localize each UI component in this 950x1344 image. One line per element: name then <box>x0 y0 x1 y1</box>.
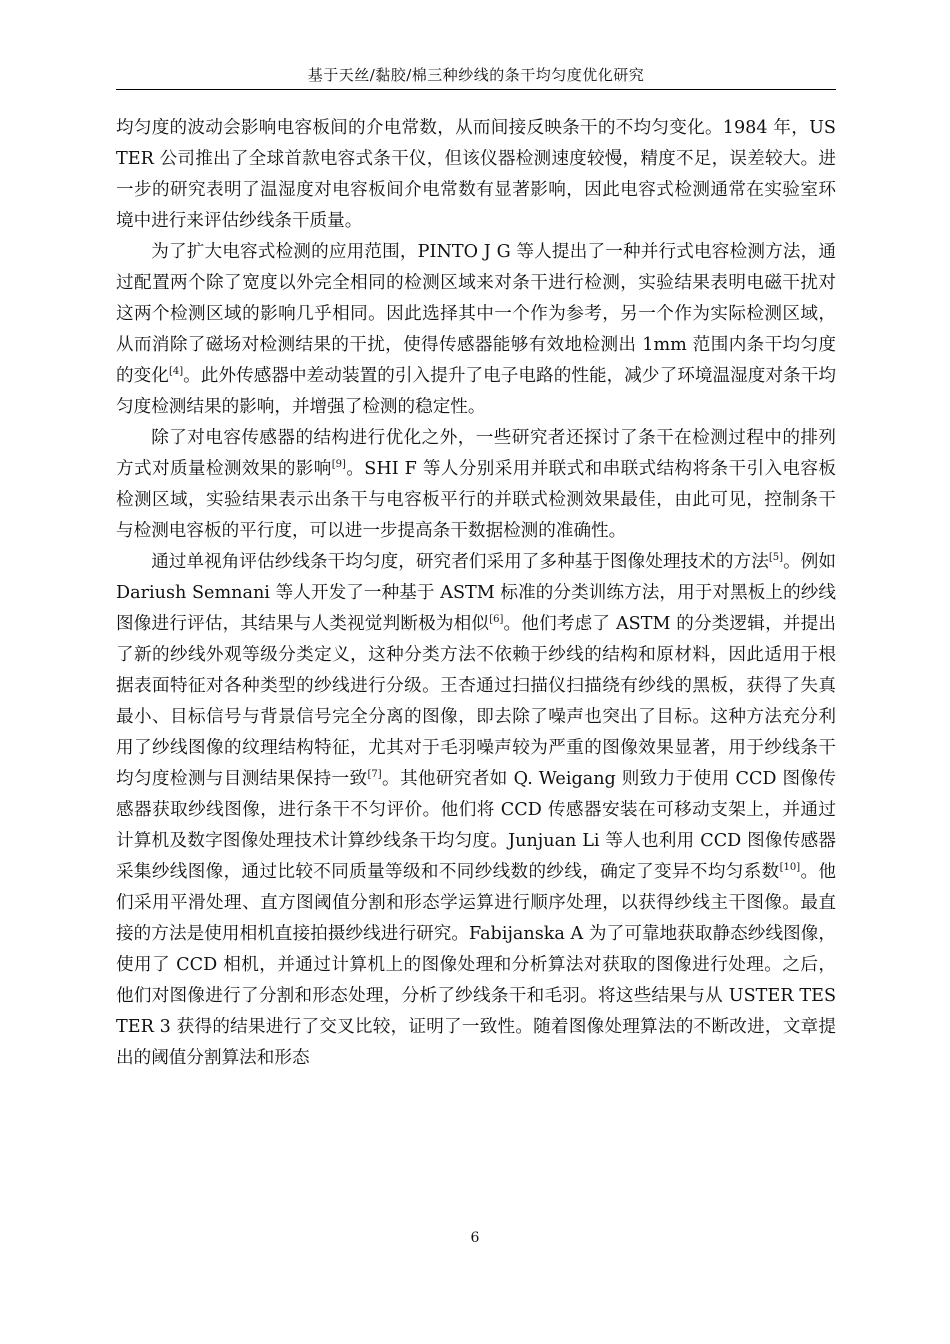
body-text <box>116 113 836 1074</box>
running-header-title: 基于天丝/黏胶/棉三种纱线的条干均匀度优化研究 <box>307 66 645 84</box>
page-number: 6 <box>470 1230 480 1246</box>
paragraph-text: 。SHI F 等人分别采用并联式和串联式结构将条干引入电容板检测区域，实验结果表示出条干与电容板平行的并联式检测效果最佳，由此可见，控制条干与检测电容板的平行度，可以进一步提高条干数据检测的准确性。 <box>116 459 836 541</box>
paragraph-text: 均匀度的波动会影响电容板间的介电常数，从而间接反映条干的不均匀变化。1984 年，USTER 公司推出了全球首款电容式条干仪，但该仪器检测速度较慢，精度不足，误差较大。进一步的研究表明了温湿度对电容板间介电常数有显著影响，因此电容式检测通常在实验室环境中进行来评估纱线条干质量。 <box>116 118 836 231</box>
paragraph-text: 。他们考虑了 ASTM 的分类逻辑，并提出了新的纱线外观等级分类定义，这种分类方法不依赖于纱线的结构和原材料，因此适用于根据表面特征对各种类型的纱线进行分级。王杏通过扫描仪扫描绕有纱线的黑板，获得了失真最小、目标信号与背景信号完全分离的图像，即去除了噪声也突出了目标。这种方法充分利用了纱线图像的纹理结构特征，尤其对于毛羽噪声较为严重的图像效果显著，用于纱线条干均匀度检测与目测结果保持一致 <box>116 614 836 789</box>
header-rule <box>116 89 836 90</box>
paragraph <box>116 113 836 237</box>
paragraph-text: 。其他研究者如 Q. Weigang 则致力于使用 CCD 图像传感器获取纱线图像，进行条干不匀评价。他们将 CCD 传感器安装在可移动支架上，并通过计算机及数字图像处理技术计算纱线条干均匀度。Junjuan Li 等人也利用 CCD 图像传感器采集纱线图像，通过比较不同质量等级和不同纱线数的纱线，确定了变异不均匀系数 <box>116 769 836 882</box>
citation-ref: [5] <box>768 552 784 563</box>
paragraph <box>116 423 836 547</box>
paragraph <box>116 237 836 423</box>
citation-ref: [9] <box>331 459 346 470</box>
citation-ref: [6] <box>489 614 504 625</box>
paragraph-text: 为了扩大电容式检测的应用范围，PINTO J G 等人提出了一种并行式电容检测方法，通过配置两个除了宽度以外完全相同的检测区域来对条干进行检测，实验结果表明电磁干扰对这两个检测区域的影响几乎相同。因此选择其中一个作为参考，另一个作为实际检测区域，从而消除了磁场对检测结果的干扰，使得传感器能够有效地检测出 1mm 范围内条干均匀度的变化 <box>116 242 836 386</box>
paragraph-text: 。此外传感器中差动装置的引入提升了电子电路的性能，减少了环境温湿度对条干均匀度检测结果的影响，并增强了检测的稳定性。 <box>116 366 836 417</box>
paragraph-text: 。例如 Dariush Semnani 等人开发了一种基于 ASTM 标准的分类训练方法，用于对黑板上的纱线图像进行评估，其结果与人类视觉判断极为相似 <box>116 552 836 634</box>
paragraph-text: 通过单视角评估纱线条干均匀度，研究者们采用了多种基于图像处理技术的方法 <box>151 552 769 572</box>
citation-ref: [7] <box>367 769 382 780</box>
citation-ref: [4] <box>168 366 184 377</box>
citation-ref: [10] <box>779 862 801 873</box>
paragraph <box>116 547 836 1074</box>
paragraph-text: 。他们采用平滑处理、直方图阈值分割和形态学运算进行顺序处理，以获得纱线主干图像。最直接的方法是使用相机直接拍摄纱线进行研究。Fabijanska A 为了可靠地获取静态纱线图像，使用了 CCD 相机，并通过计算机上的图像处理和分析算法对获取的图像进行处理。之后，他们对图像进行了分割和形态处理，分析了纱线条干和毛羽。将这些结果与从 USTER TESTER 3 获得的结果进行了交叉比较，证明了一致性。随着图像处理算法的不断改进，文章提出的阈值分割算法和形态 <box>116 862 836 1068</box>
paragraph-text: 除了对电容传感器的结构进行优化之外，一些研究者还探讨了条干在检测过程中的排列方式对质量检测效果的影响 <box>116 428 836 479</box>
